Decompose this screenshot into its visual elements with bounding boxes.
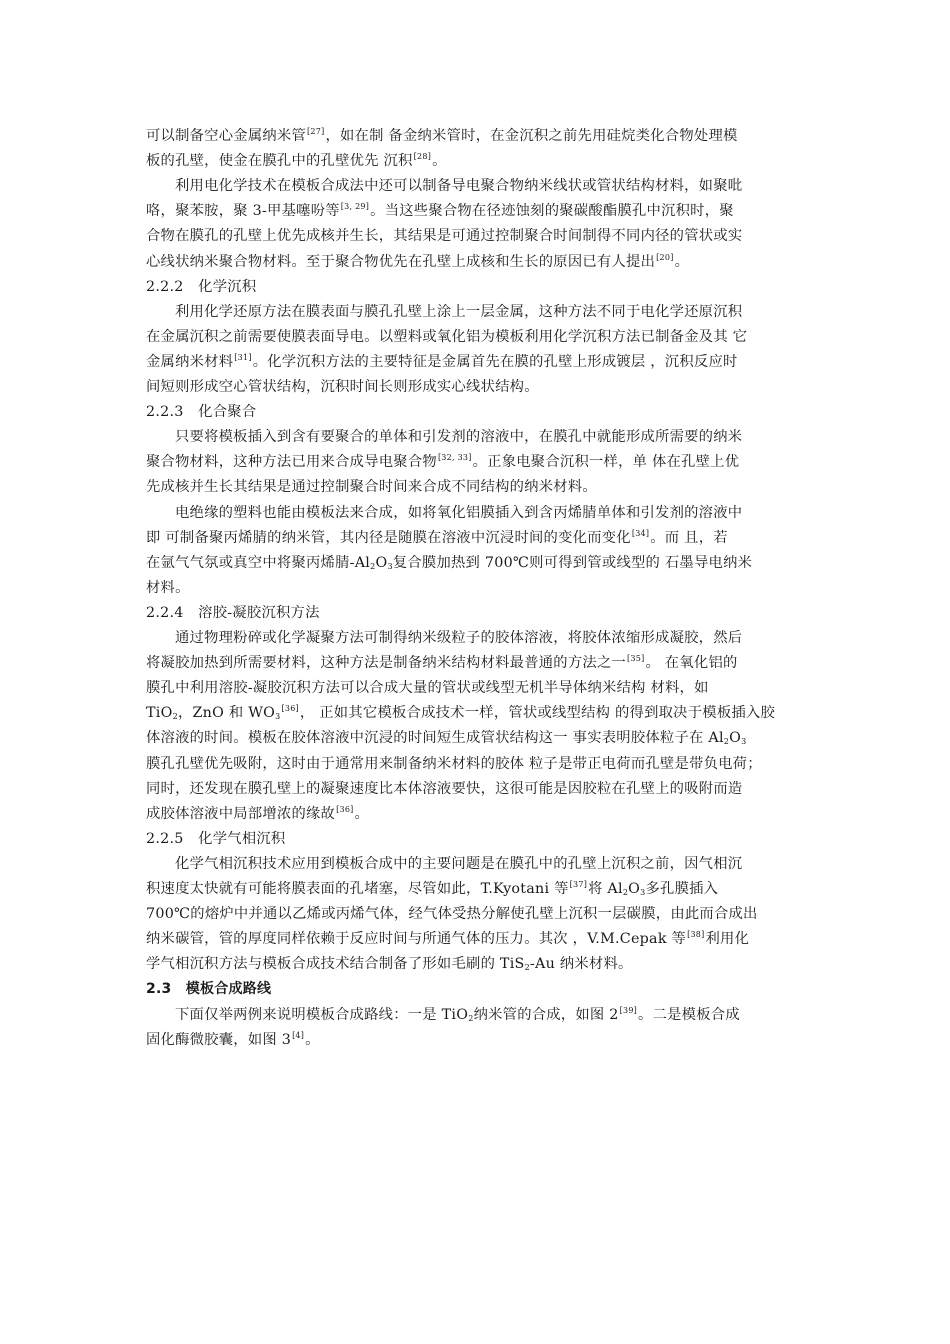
text-span: 板的孔壁，使金在膜孔中的孔壁优先 沉积 (146, 153, 413, 170)
paragraph-first-line (175, 300, 742, 324)
text-span: 。 (305, 1031, 320, 1048)
text-span: 咯，聚苯胺，聚 3-甲基噻吩等 (146, 203, 340, 220)
text-span: 成胶体溶液中局部增浓的缘故 (146, 805, 336, 822)
text-span: 积速度太快就有可能将膜表面的孔堵塞，尽管如此，T.Kyotani 等 (146, 881, 569, 897)
citation-ref: [27] (307, 127, 325, 136)
text-line (146, 224, 742, 248)
paragraph-first-line (175, 501, 742, 525)
citation-ref: [20] (656, 252, 674, 262)
text-span: 利用化 (705, 931, 750, 948)
text-span: 。 (674, 253, 690, 270)
citation-ref: [34] (631, 528, 650, 538)
subsection-heading (146, 400, 256, 424)
text-line (146, 124, 738, 148)
text-line (146, 375, 539, 399)
text-span: 利用化学还原方法在膜表面与膜孔孔壁上涂上一层金属，这种方法不同于电化学还原沉积 (175, 303, 743, 320)
subscript: 2 (524, 963, 530, 973)
text-span: 只要将模板插入到含有要聚合的单体和引发剂的溶液中，在膜孔中就能形成所需要的纳米 (175, 429, 743, 446)
text-line (146, 149, 447, 173)
subscript: 3 (640, 888, 646, 897)
text-span: 膜孔中利用溶胶-凝胶沉积方法可以合成大量的管状或线型无机半导体纳米结构 材料，如 (146, 680, 709, 697)
subscript: 2 (468, 1013, 474, 1023)
text-line (146, 877, 718, 901)
text-span: 先成核并生长其结果是通过控制聚合时间来合成不同结构的纳米材料。 (146, 479, 597, 496)
text-span: 固化酶微胶囊，如图 3 (146, 1031, 292, 1048)
text-span: 膜孔孔壁优先吸附，这时由于通常用来制备纳米材料的胶体 粒子是带正电荷而孔壁是带负电荷； (146, 755, 762, 772)
paragraph-first-line (175, 626, 742, 650)
text-line (146, 475, 597, 499)
text-span: 即 可制备聚丙烯腈的纳米管，其内径是随膜在溶液中沉浸时间的变化而变化 (146, 529, 631, 546)
text-span: 。 在氧化铝的 (645, 655, 738, 672)
subscript: 2 (723, 737, 730, 747)
text-span: 心线状纳米聚合物材料。至于聚合物优先在孔壁上成核和生长的原因已有人提出 (146, 253, 656, 270)
text-line (146, 526, 728, 550)
text-span: 。正象电聚合沉积一样，单 体在孔壁上优 (472, 454, 740, 471)
text-line (146, 701, 775, 725)
text-line (146, 576, 190, 600)
paragraph-first-line (175, 852, 742, 876)
text-span: 通过物理粉碎或化学凝聚方法可制得纳米级粒子的胶体溶液，将胶体浓缩形成凝胶，然后 (175, 630, 743, 646)
text-span: 。 (354, 805, 370, 822)
text-span: 金属纳米材料 (146, 353, 234, 370)
text-span: O (628, 881, 641, 897)
text-line (146, 551, 752, 575)
text-span: 体溶液的时间。模板在胶体溶液中沉浸的时间短生成管状结构这一 事实表明胶体粒子在 Al (146, 730, 724, 747)
text-span: O (375, 554, 388, 571)
text-line (146, 726, 746, 750)
subscript: 2 (622, 888, 629, 897)
text-span: 纳米碳管，管的厚度同样依赖于反应时间与所通气体的压力。其次 ，V.M.Cepak 等 (146, 931, 687, 948)
paragraph-first-line (175, 1003, 740, 1027)
text-span: ， 正如其它模板合成技术一样，管状或线型结构 的得到取决于模板插入胶 (299, 705, 776, 722)
section-heading (146, 977, 271, 1001)
text-span: ，如在制 备金纳米管时，在金沉积之前先用硅烷类化合物处理模 (325, 128, 738, 144)
text-line (146, 1028, 320, 1052)
text-span: 700℃的熔炉中并通以乙烯或丙烯气体，经气体受热分解使孔壁上沉积一层碳膜，由此而合成出 (146, 906, 758, 923)
text-span: 间短则形成空心管状结构，沉积时间长则形成实心线状结构。 (146, 379, 539, 395)
text-span: ，ZnO 和 WO (177, 705, 276, 722)
text-span: 可以制备空心金属纳米管 (146, 128, 307, 144)
text-line (146, 325, 747, 349)
text-line (146, 250, 689, 274)
text-line (146, 777, 742, 801)
text-span: 。 (432, 153, 447, 170)
text-line (146, 952, 633, 976)
citation-ref: [36] (336, 804, 354, 814)
text-span: 将凝胶加热到所需要材料，这种方法是制备纳米结构材料最普通的方法之一 (146, 655, 627, 672)
text-span: 在金属沉积之前需要使膜表面导电。以塑料或氧化铝为模板利用化学沉积方法已制备金及其 它 (146, 328, 748, 345)
text-span: 多孔膜插入 (645, 881, 719, 897)
citation-ref: [35] (627, 654, 645, 664)
text-span: 电绝缘的塑料也能由模板法来合成，如将氧化铝膜插入到含丙烯腈单体和引发剂的溶液中 (175, 504, 743, 521)
citation-ref: [3, 29] (340, 202, 370, 212)
text-span: 。当这些聚合物在径迹蚀刻的聚碳酸酯膜孔中沉积时，聚 (370, 203, 734, 220)
text-span: 利用电化学技术在模板合成法中还可以制备导电聚合物纳米线状或管状结构材料，如聚吡 (175, 178, 743, 195)
text-span: 。而 且，若 (650, 529, 728, 546)
text-line (146, 752, 762, 776)
text-span: O (729, 730, 742, 747)
text-span: 。二是模板合成 (638, 1006, 740, 1023)
subsection-heading (146, 275, 256, 299)
citation-ref: [32, 33] (437, 453, 472, 463)
citation-ref: [37] (569, 880, 588, 889)
text-span: 同时，还发现在膜孔壁上的凝聚速度比本体溶液要快，这很可能是因胶粒在孔壁上的吸附而造 (146, 780, 743, 797)
text-line (146, 651, 738, 675)
paragraph-first-line (175, 425, 742, 449)
paragraph-first-line (175, 174, 742, 198)
text-span: 纳米管的合成，如图 2 (473, 1006, 619, 1023)
text-span: 2.2.5 化学气相沉积 (146, 830, 286, 847)
subscript: 2 (172, 712, 178, 722)
subscript: 3 (741, 737, 747, 747)
text-span: 2.2.4 溶胶-凝胶沉积方法 (146, 604, 320, 621)
citation-ref: [4] (292, 1030, 305, 1040)
text-span: -Au 纳米材料。 (529, 956, 633, 973)
text-line (146, 902, 758, 926)
text-line (146, 450, 739, 474)
text-span: 2.2.3 化合聚合 (146, 404, 257, 421)
text-span: 。化学沉积方法的主要特征是金属首先在膜的孔壁上形成镀层 ，沉积反应时 (252, 353, 738, 370)
text-line (146, 199, 734, 223)
subscript: 3 (387, 561, 393, 571)
text-span: 学气相沉积方法与模板合成技术结合制备了形如毛刷的 TiS (146, 956, 525, 973)
text-span: 将 Al (588, 881, 623, 897)
text-line (146, 676, 709, 700)
citation-ref: [31] (234, 352, 252, 362)
text-line (146, 927, 749, 951)
text-span: 合物在膜孔的孔壁上优先成核并生长，其结果是可通过控制聚合时间制得不同内径的管状或实 (146, 228, 743, 245)
text-span: 化学气相沉积技术应用到模板合成中的主要问题是在膜孔中的孔壁上沉积之前，因气相沉 (175, 855, 743, 872)
text-span: 在氩气气氛或真空中将聚丙烯腈-Al (146, 554, 371, 571)
text-line (146, 350, 738, 374)
citation-ref: [38] (687, 930, 705, 940)
subscript: 3 (275, 712, 281, 722)
citation-ref: [28] (413, 152, 432, 162)
text-span: TiO (146, 705, 173, 722)
text-span: 聚合物材料，这种方法已用来合成导电聚合物 (146, 454, 437, 471)
subsection-heading (146, 827, 285, 851)
text-span: 下面仅举两例来说明模板合成路线：一是 TiO (175, 1006, 469, 1023)
subsection-heading (146, 601, 320, 625)
text-span: 2.2.2 化学沉积 (146, 278, 257, 295)
citation-ref: [36] (281, 704, 299, 714)
subscript: 2 (370, 561, 376, 571)
citation-ref: [39] (619, 1005, 638, 1015)
text-span: 材料。 (146, 579, 190, 596)
text-span: 2.3 模板合成路线 (146, 981, 272, 998)
text-span: 复合膜加热到 700℃则可得到管或线型的 石墨导电纳米 (392, 554, 753, 571)
text-line (146, 802, 369, 826)
